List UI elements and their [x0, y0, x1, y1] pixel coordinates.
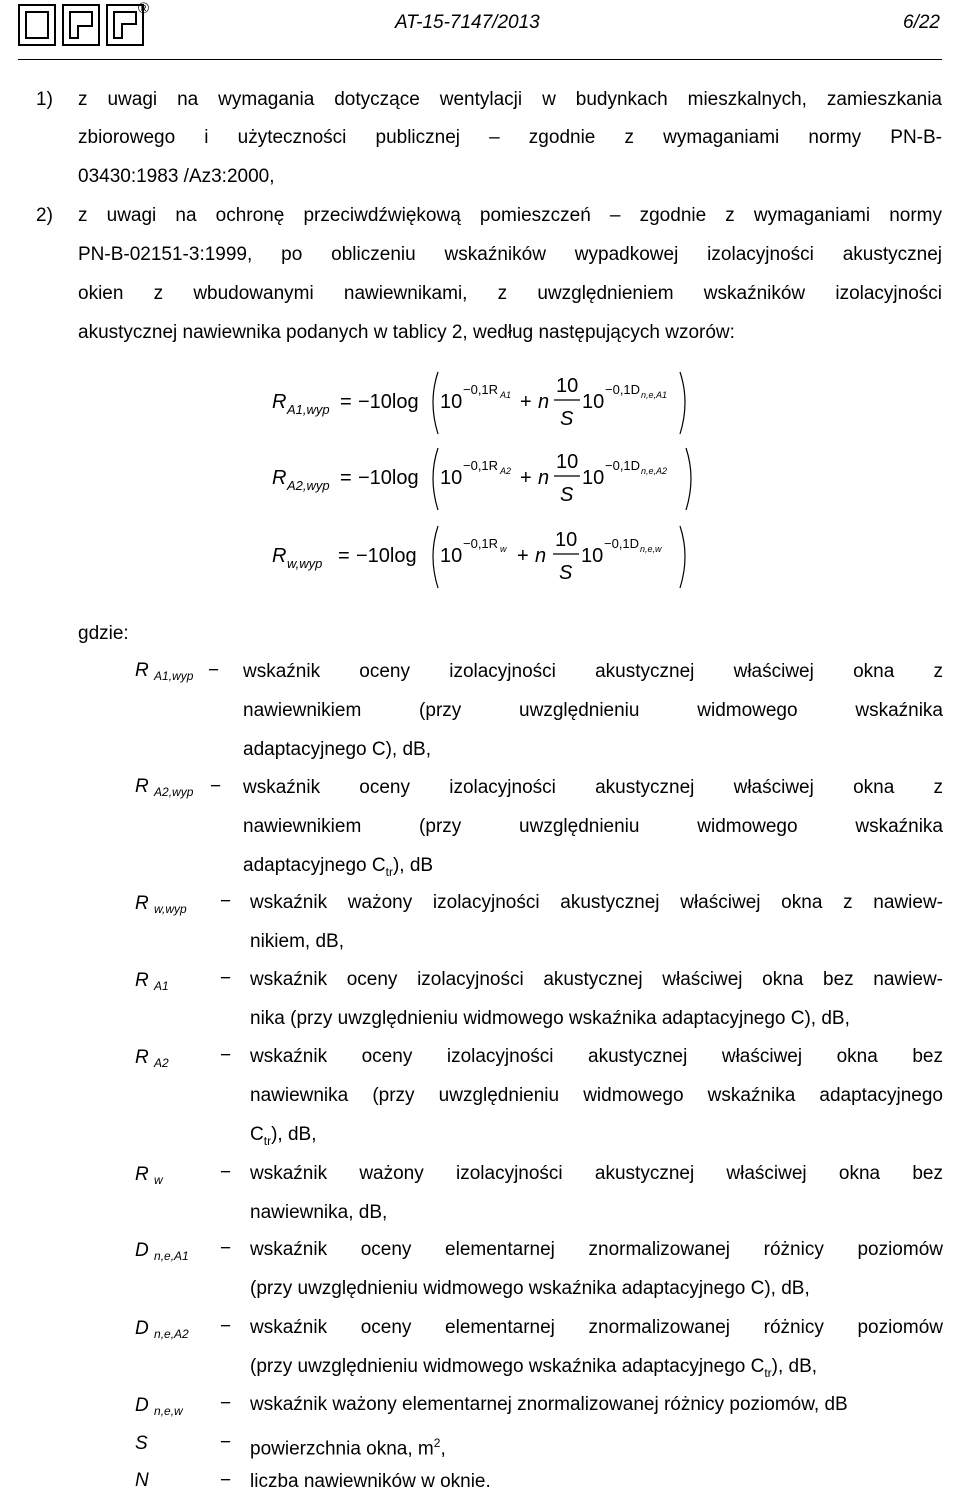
formula-1-exp1: −0,1R	[463, 382, 499, 397]
def-dash: −	[220, 968, 232, 989]
def-symbol-ra1: R $_{A1}$	[135, 970, 169, 993]
def-dash: −	[220, 891, 232, 912]
def-dash: −	[208, 660, 220, 681]
def-text-dnea2: wskaźnik oceny elementarnej znormalizowanej różnicy poziomów (przy uwzględnieniu widmowego wskaźnika adaptacyjnego $C_{tr}$), dB,	[250, 1317, 943, 1380]
formula-3-n: n	[535, 545, 547, 567]
formula-3-exp2: −0,1D	[604, 536, 640, 551]
formula-1-frac-den: S	[560, 408, 574, 430]
def-text-n: liczba nawiewników w oknie.	[250, 1471, 491, 1492]
formula-2-equals: =	[340, 467, 352, 489]
item-1-line-1: z uwagi na wymagania dotyczące wentylacji w budynkach mieszkalnych, zamieszkania	[78, 89, 942, 110]
formula-1-exp2: −0,1D	[605, 382, 641, 397]
def-text-rw: wskaźnik ważony izolacyjności akustycznej właściwej okna bez nawiewnika, dB,	[250, 1163, 943, 1223]
formula-2-frac-num: 10	[556, 451, 579, 473]
def-text-rwwyp: wskaźnik ważony izolacyjności akustycznej właściwej okna z nawiew- nikiem, dB,	[250, 892, 943, 952]
formula-2-lhs: R	[272, 467, 287, 489]
def-symbol-ra1wyp: R $_{A1,wyp}$	[135, 660, 194, 683]
formula-3-equals: =	[338, 545, 350, 567]
def-symbol-dnea1: D $_{n,e,A1}$	[135, 1240, 189, 1263]
formula-1-frac-num: 10	[556, 375, 579, 397]
formula-1-equals: =	[340, 391, 352, 413]
def-text-ra1wyp: wskaźnik oceny izolacyjności akustycznej właściwej okna z nawiewnikiem (przy uwzględnieniu widmowego wskaźnika adaptacyjnego C), dB,	[243, 661, 943, 760]
formula-1-log: −10log	[358, 391, 419, 413]
formula-2-log: −10log	[358, 467, 419, 489]
item-number-2: 2)	[36, 205, 53, 226]
formula-2-n: n	[538, 467, 550, 489]
def-text-ra1: wskaźnik oceny izolacyjności akustycznej właściwej okna bez nawiew- nika (przy uwzględnieniu widmowego wskaźnika adaptacyjnego C), dB,	[250, 969, 943, 1029]
formula-3-plus: +	[517, 545, 529, 567]
def-symbol-rwwyp: R $_{w,wyp}$	[135, 893, 187, 916]
item-2-line-4: akustycznej nawiewnika podanych w tablicy 2, według następujących wzorów:	[78, 322, 735, 343]
def-text-dnea1: wskaźnik oceny elementarnej znormalizowanej różnicy poziomów (przy uwzględnieniu widmowego wskaźnika adaptacyjnego C), dB,	[250, 1239, 943, 1299]
formula-3-exp1: −0,1R	[463, 536, 499, 551]
formula-2	[272, 448, 691, 510]
formula-3-lhs-sub: w,wyp	[287, 556, 323, 571]
def-symbol-n: N	[135, 1470, 149, 1491]
def-text-ra2: wskaźnik oceny izolacyjności akustycznej właściwej okna bez nawiewnika (przy uwzględnieniu widmowego wskaźnika adaptacyjnego $C_{tr}$), dB,	[250, 1046, 943, 1148]
item-1-line-3: 03430:1983 /Az3:2000,	[78, 166, 275, 187]
formulas-block	[0, 0, 960, 600]
formula-3	[272, 526, 685, 588]
def-dash: −	[220, 1238, 232, 1259]
formula-3-ten-a: 10	[440, 545, 463, 567]
def-text-s: powierzchnia okna, $m^2$,	[250, 1436, 446, 1460]
def-dash: −	[220, 1432, 232, 1453]
def-dash: −	[220, 1393, 232, 1414]
page-number: 6/22	[903, 12, 940, 33]
def-symbol-rw: R $_w$	[135, 1164, 163, 1187]
item-2-line-3: okien z wbudowanymi nawiewnikami, z uwzględnieniem wskaźników izolacyjności	[78, 283, 942, 304]
registered-mark: ®	[138, 0, 150, 17]
formula-1-ten-b: 10	[582, 391, 605, 413]
formula-2-plus: +	[520, 467, 532, 489]
def-symbol-ra2wyp: R $_{A2,wyp}$	[135, 776, 194, 799]
formula-3-lhs: R	[272, 545, 287, 567]
def-dash: −	[220, 1162, 232, 1183]
formula-2-frac-den: S	[560, 484, 574, 506]
formula-2-exp1-sub: A2	[500, 466, 512, 476]
document-id: AT-15-7147/2013	[395, 12, 540, 33]
def-symbol-dnew: D $_{n,e,w}$	[135, 1395, 183, 1418]
formula-3-log: −10log	[356, 545, 417, 567]
formula-2-lhs-sub: A2,wyp	[287, 478, 330, 493]
def-symbol-dnea2: D $_{n,e,A2}$	[135, 1318, 189, 1341]
formula-1-ten-a: 10	[440, 391, 463, 413]
item-2-line-1: z uwagi na ochronę przeciwdźwiękową pomieszczeń – zgodnie z wymaganiami normy	[78, 205, 942, 226]
formula-1-n: n	[538, 391, 550, 413]
def-text-ra2wyp: wskaźnik oceny izolacyjności akustycznej właściwej okna z nawiewnikiem (przy uwzględnieniu widmowego wskaźnika adaptacyjnego $C_{tr}$), dB	[243, 777, 943, 879]
item-2-line-2: PN-B-02151-3:1999, po obliczeniu wskaźników wypadkowej izolacyjności akustycznej	[78, 244, 942, 265]
formula-1-lhs-sub: A1,wyp	[287, 402, 330, 417]
formula-1-plus: +	[520, 391, 532, 413]
formula-3-frac-den: S	[559, 562, 573, 584]
formula-3-ten-b: 10	[581, 545, 604, 567]
formula-2-exp1: −0,1R	[463, 458, 499, 473]
def-text-dnew: wskaźnik ważony elementarnej znormalizowanej różnicy poziomów, dB	[250, 1394, 848, 1415]
def-dash: −	[220, 1316, 232, 1337]
where-label: gdzie:	[78, 623, 129, 644]
formula-2-exp2: −0,1D	[605, 458, 641, 473]
def-dash: −	[210, 776, 222, 797]
item-1-line-2: zbiorowego i użyteczności publicznej – zgodnie z wymaganiami normy PN-B-	[78, 127, 942, 148]
formula-1-exp1-sub: A1	[500, 390, 512, 400]
item-number-1: 1)	[36, 89, 53, 110]
def-symbol-s: S	[135, 1433, 148, 1454]
def-dash: −	[220, 1470, 232, 1491]
formula-3-exp1-sub: w	[500, 544, 507, 554]
formula-3-frac-num: 10	[555, 529, 578, 551]
formula-3-exp2-sub: n,e,w	[640, 544, 662, 554]
formula-1	[272, 372, 685, 434]
formula-1-lhs: R	[272, 391, 287, 413]
formula-2-ten-a: 10	[440, 467, 463, 489]
def-symbol-ra2: R $_{A2}$	[135, 1047, 169, 1070]
formula-2-ten-b: 10	[582, 467, 605, 489]
def-dash: −	[220, 1045, 232, 1066]
formula-2-exp2-sub: n,e,A2	[641, 466, 668, 476]
formula-1-exp2-sub: n,e,A1	[641, 390, 668, 400]
